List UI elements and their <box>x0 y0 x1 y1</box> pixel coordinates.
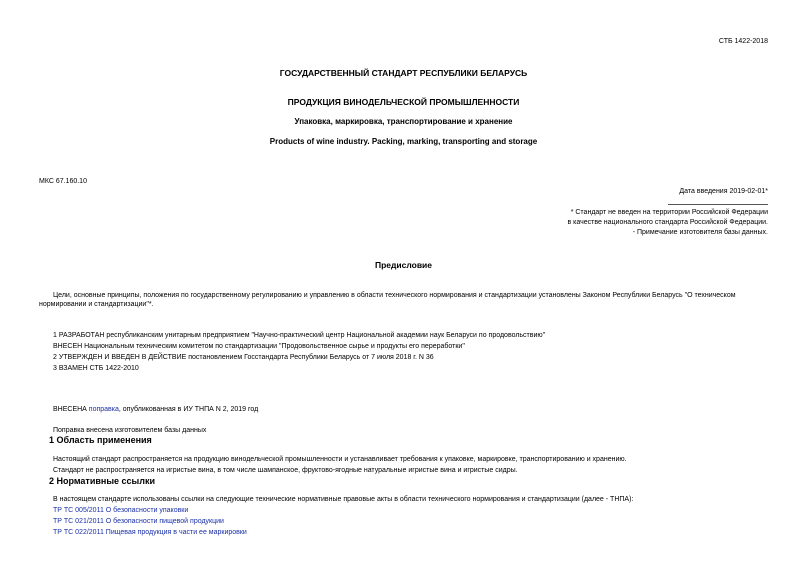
document-code: СТБ 1422-2018 <box>718 38 768 45</box>
section-1-heading: 1 Область применения <box>49 435 152 445</box>
foreword-paragraph: Цели, основные принципы, положения по государственному регулированию и управлению в области технического нормирования и стандартизации установлены Законом Республики Беларусь "О техническом нормировании и стандартизации"*. <box>39 292 736 308</box>
amendment-suffix: , опубликованная в ИУ ТНПА N 2, 2019 год <box>118 406 259 413</box>
subtitle-en: Products of wine industry. Packing, marking, transporting and storage <box>269 137 538 146</box>
section-2-heading: 2 Нормативные ссылки <box>49 476 155 486</box>
section-2-intro: В настоящем стандарте использованы ссылки на следующие технические нормативные правовые акты в области технического нормирования и стандартизации (далее - ТНПА): <box>53 496 634 503</box>
footnote-divider <box>668 204 768 205</box>
intro-date: Дата введения 2019-02-01* <box>679 188 768 195</box>
foreword-item-4: 3 ВЗАМЕН СТБ 1422-2010 <box>53 365 139 372</box>
amendment-prefix: ВНЕСЕНА <box>53 406 89 413</box>
amendment-line <box>53 405 258 414</box>
amendment-link[interactable]: поправка <box>88 406 119 413</box>
foreword-heading: Предисловие <box>374 260 433 270</box>
foreword-item-1: 1 РАЗРАБОТАН республиканским унитарным предприятием "Научно-практический центр Национальной академии наук Беларуси по продовольствию" <box>53 332 546 339</box>
product-title: ПРОДУКЦИЯ ВИНОДЕЛЬЧЕСКОЙ ПРОМЫШЛЕННОСТИ <box>287 97 520 107</box>
mks-code: МКС 67.160.10 <box>39 178 87 185</box>
amendment-note: Поправка внесена изготовителем базы данных <box>53 427 207 434</box>
footnote-line-3: - Примечание изготовителя базы данных. <box>632 229 768 236</box>
foreword-item-2: ВНЕСЕН Национальным техническим комитетом по стандартизации "Продовольственное сырье и продукты его переработки" <box>53 343 465 350</box>
reference-link-3[interactable]: ТР ТС 022/2011 Пищевая продукция в части ее маркировки <box>53 529 247 536</box>
section-1-line-2: Стандарт не распространяется на игристые вина, в том числе шампанское, фруктово-ягодные натуральные игристые вина и игристые сидры. <box>53 467 518 474</box>
subtitle-ru: Упаковка, маркировка, транспортирование и хранение <box>294 117 513 126</box>
section-1-line-1: Настоящий стандарт распространяется на продукцию винодельческой промышленности и устанавливает требования к упаковке, маркировке, транспортированию и хранению. <box>53 456 627 463</box>
foreword-item-3: 2 УТВЕРЖДЕН И ВВЕДЕН В ДЕЙСТВИЕ постановлением Госстандарта Республики Беларусь от 7 июля 2018 г. N 36 <box>53 354 434 361</box>
footnote-line-2: в качестве национального стандарта Российской Федерации. <box>567 219 768 226</box>
reference-link-2[interactable]: ТР ТС 021/2011 О безопасности пищевой продукции <box>53 518 224 525</box>
footnote-line-1: * Стандарт не введен на территории Российской Федерации <box>570 209 768 216</box>
state-standard-title: ГОСУДАРСТВЕННЫЙ СТАНДАРТ РЕСПУБЛИКИ БЕЛАРУСЬ <box>279 68 528 78</box>
reference-link-1[interactable]: ТР ТС 005/2011 О безопасности упаковки <box>53 507 189 514</box>
